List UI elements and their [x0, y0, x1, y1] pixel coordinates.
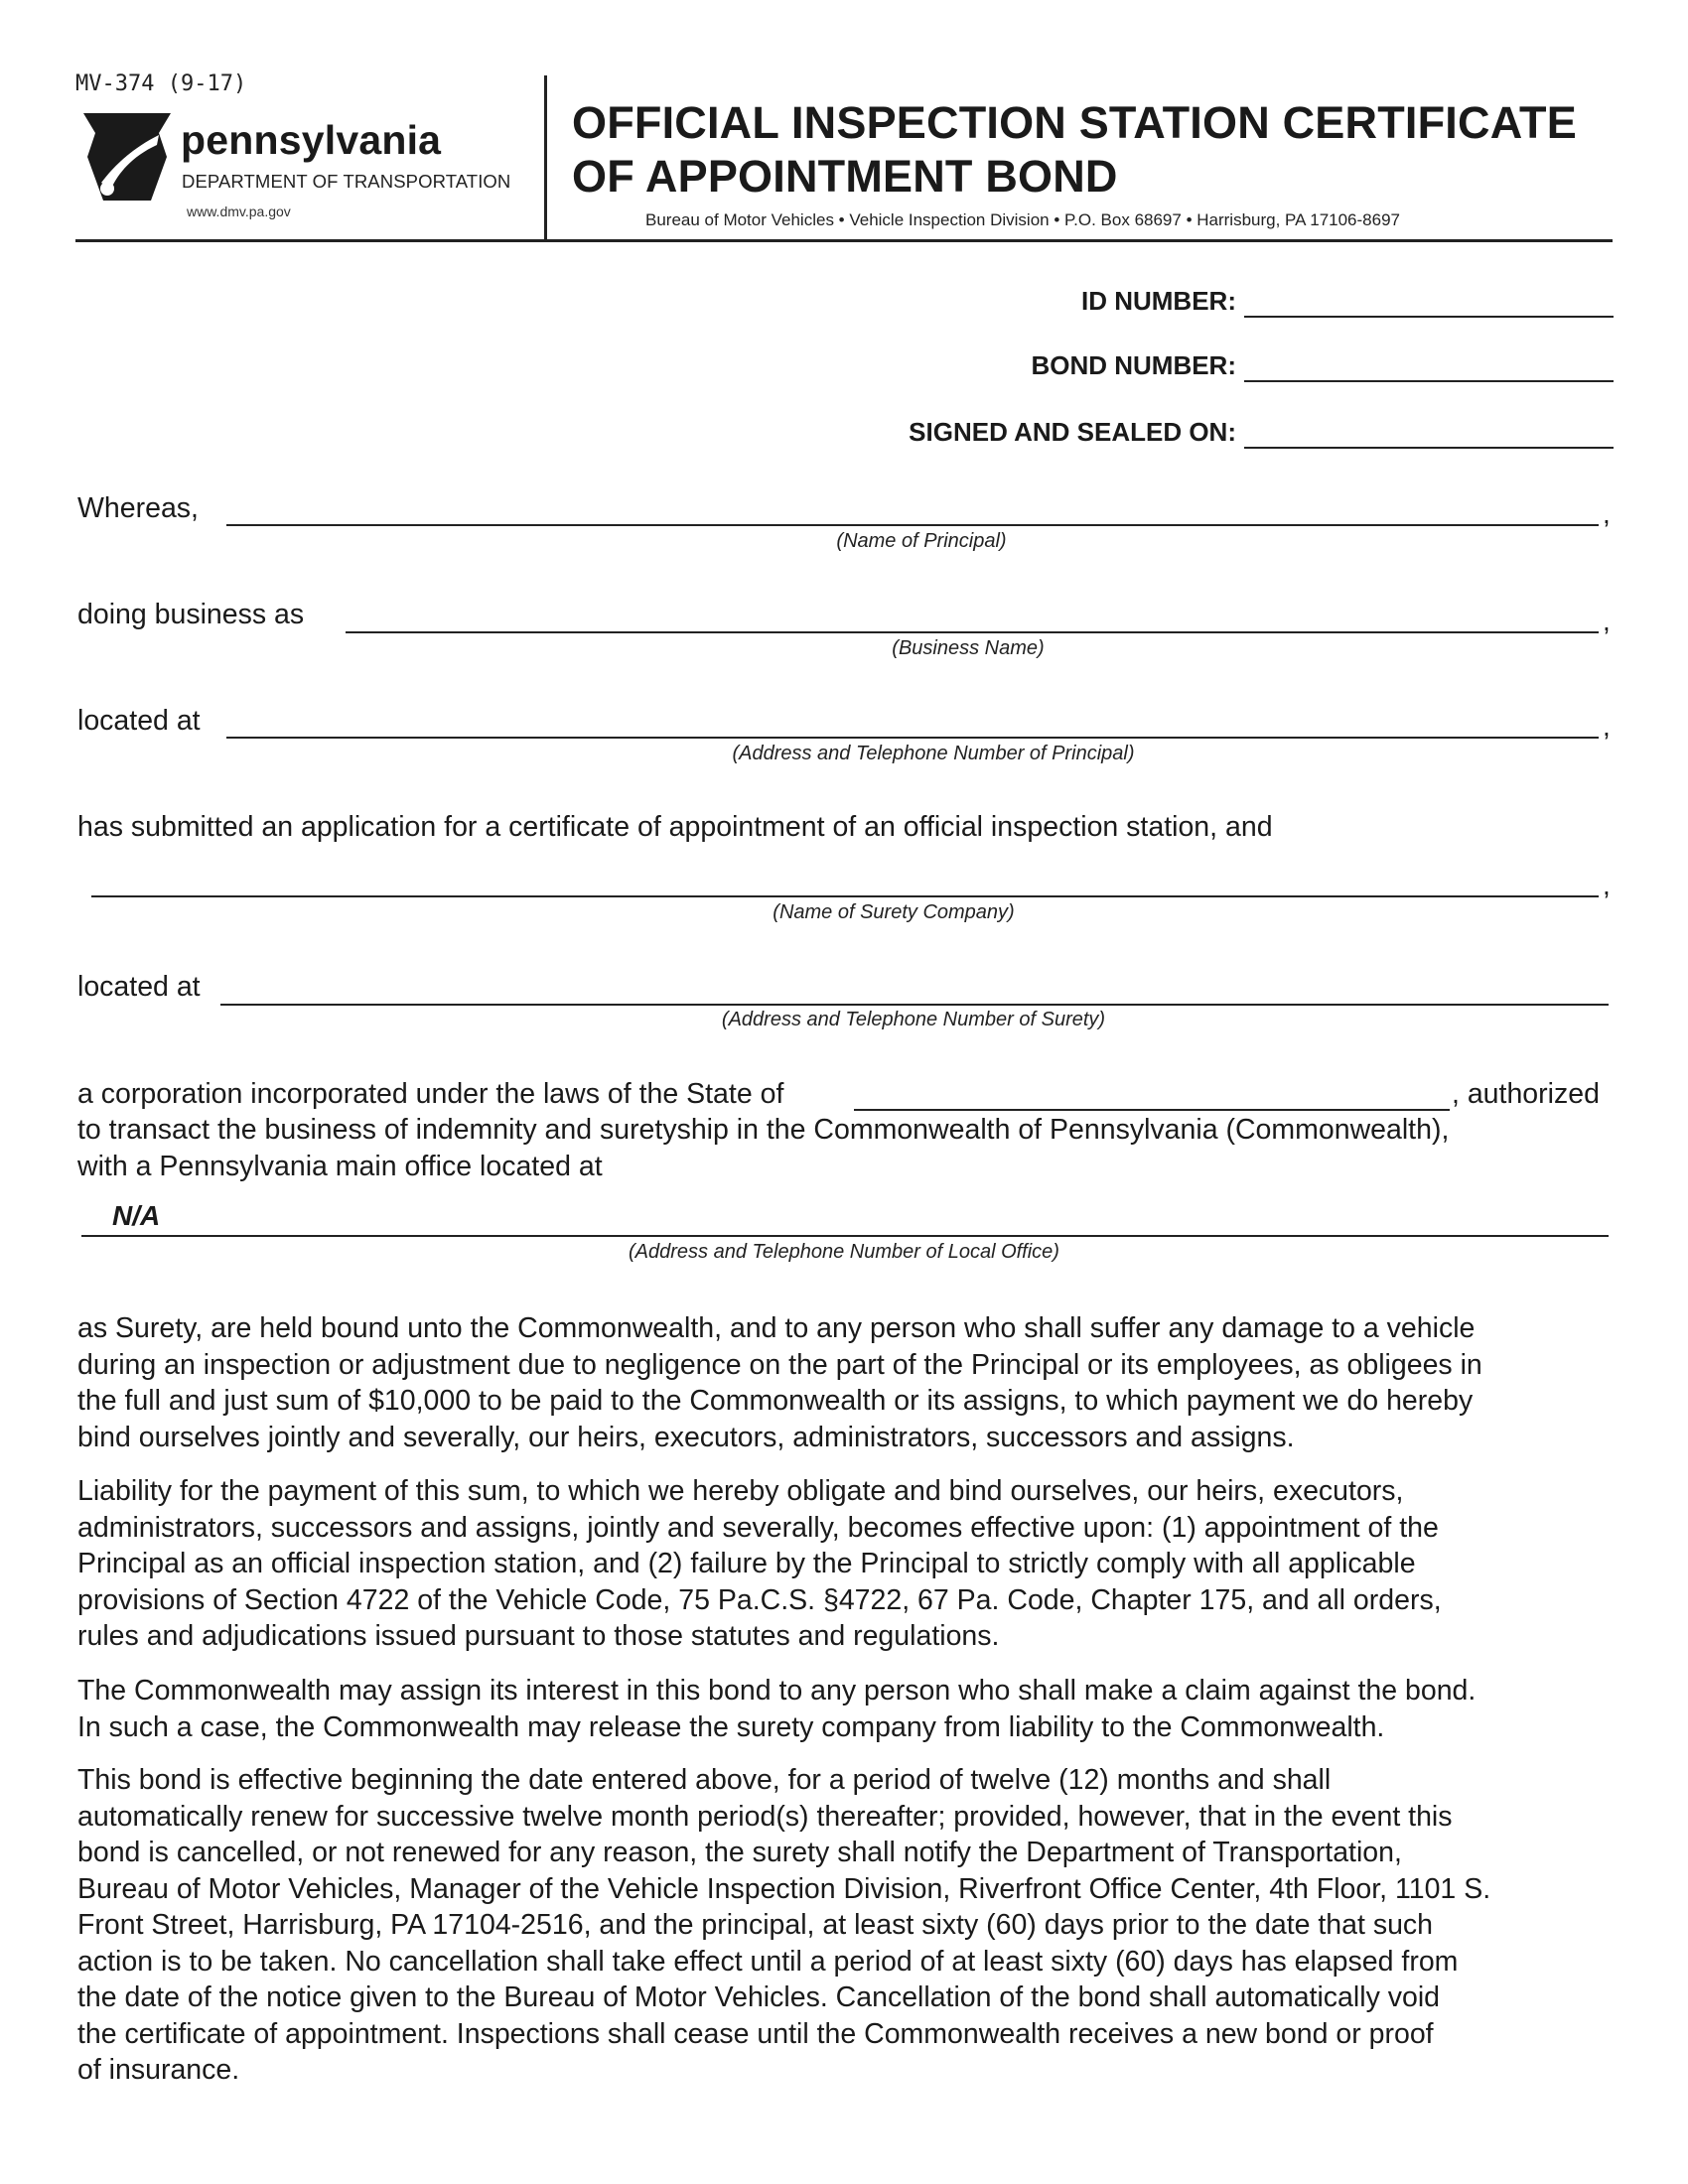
signed-sealed-field[interactable]: [1244, 447, 1614, 449]
id-number-label: ID NUMBER:: [1081, 286, 1236, 316]
text-line: rules and adjudications issued pursuant to those statutes and regulations.: [77, 1620, 1000, 1652]
id-number-field[interactable]: [1244, 316, 1614, 318]
keystone-logo-icon: [79, 109, 175, 205]
text-line: as Surety, are held bound unto the Commonwealth, and to any person who shall suffer any damage to a vehicle: [77, 1312, 1476, 1344]
corporation-text: a corporation incorporated under the laws of the State of: [77, 1078, 784, 1110]
comma: ,: [1603, 711, 1611, 742]
text-line: automatically renew for successive twelve month period(s) thereafter; provided, however, that in the event this: [77, 1800, 1453, 1833]
whereas-label: Whereas,: [77, 492, 199, 524]
business-name-caption: (Business Name): [892, 637, 1045, 659]
header-divider-horizontal: [75, 239, 1613, 242]
text-line: during an inspection or adjustment due to negligence on the part of the Principal or its employees, as obligees in: [77, 1348, 1482, 1381]
text-line: Bureau of Motor Vehicles, Manager of the Vehicle Inspection Division, Riverfront Office Center, 4th Floor, 1101 S.: [77, 1872, 1491, 1905]
text-line: administrators, successors and assigns, jointly and severally, becomes effective upon: (1) appointment of the: [77, 1511, 1439, 1544]
text-line: This bond is effective beginning the date entered above, for a period of twelve (12) months and shall: [77, 1764, 1332, 1796]
principal-name-field[interactable]: [226, 524, 1599, 526]
local-office-caption: (Address and Telephone Number of Local Office): [629, 1241, 1059, 1263]
text-line: the full and just sum of $10,000 to be paid to the Commonwealth or its assigns, to which payment we do hereby: [77, 1385, 1474, 1417]
surety-address-caption: (Address and Telephone Number of Surety): [721, 1009, 1106, 1030]
text-line: Front Street, Harrisburg, PA 17104-2516, and the principal, at least sixty (60) days prior to the date that such: [77, 1909, 1434, 1941]
text-line: In such a case, the Commonwealth may release the surety company from liability to the Commonwealth.: [77, 1710, 1385, 1743]
text-line: The Commonwealth may assign its interest in this bond to any person who shall make a claim against the bond.: [77, 1675, 1477, 1706]
corporation-text: with a Pennsylvania main office located at: [77, 1151, 603, 1182]
application-text: has submitted an application for a certificate of appointment of an official inspection station, and: [77, 811, 1273, 843]
logo-url: www.dmv.pa.gov: [187, 204, 291, 219]
surety-address-field[interactable]: [220, 1004, 1609, 1006]
text-line: the certificate of appointment. Inspections shall cease until the Commonwealth receives a new bond or proof: [77, 2017, 1434, 2050]
logo-department: DEPARTMENT OF TRANSPORTATION: [182, 171, 511, 192]
bond-number-field[interactable]: [1244, 380, 1614, 382]
principal-name-caption: (Name of Principal): [836, 530, 1007, 552]
located-at-label: located at: [77, 971, 201, 1003]
comma: ,: [1603, 498, 1611, 529]
text-line: action is to be taken. No cancellation shall take effect until a period of at least sixty (60) days has elapsed from: [77, 1945, 1459, 1978]
text-line: the date of the notice given to the Bureau of Motor Vehicles. Cancellation of the bond shall automatically void: [77, 1981, 1441, 2013]
local-office-value: N/A: [112, 1200, 161, 1231]
paragraph-assignment: [77, 1673, 1617, 1745]
form-code: MV-374 (9-17): [75, 71, 247, 96]
form-title-line1: OFFICIAL INSPECTION STATION CERTIFICATE: [572, 97, 1577, 148]
text-line: Liability for the payment of this sum, to which we hereby obligate and bind ourselves, our heirs, executors,: [77, 1475, 1404, 1507]
text-line: Principal as an official inspection station, and (2) failure by the Principal to strictly comply with all applicable: [77, 1548, 1416, 1579]
bureau-address: Bureau of Motor Vehicles • Vehicle Inspection Division • P.O. Box 68697 • Harrisburg, PA 17106-8697: [645, 210, 1400, 229]
business-name-field[interactable]: [346, 631, 1599, 633]
text-line: of insurance.: [77, 2054, 240, 2086]
authorized-text: , authorized: [1452, 1078, 1600, 1110]
header-divider-vertical: [544, 75, 547, 240]
paragraph-liability: [77, 1473, 1617, 1655]
logo-name: pennsylvania: [181, 117, 442, 163]
paragraph-effective-period: [77, 1762, 1617, 2089]
principal-address-field[interactable]: [226, 737, 1599, 739]
dba-label: doing business as: [77, 599, 305, 630]
signed-sealed-label: SIGNED AND SEALED ON:: [909, 417, 1236, 447]
surety-company-field[interactable]: [91, 895, 1599, 897]
paragraph-surety-bound: [77, 1310, 1617, 1455]
form-title-line2: OF APPOINTMENT BOND: [572, 151, 1118, 202]
surety-company-caption: (Name of Surety Company): [773, 901, 1015, 923]
state-of-incorporation-field[interactable]: [854, 1109, 1450, 1111]
located-at-label: located at: [77, 705, 201, 737]
text-line: provisions of Section 4722 of the Vehicle Code, 75 Pa.C.S. §4722, 67 Pa. Code, Chapter 175, and all orders,: [77, 1583, 1442, 1616]
corporation-text: to transact the business of indemnity and suretyship in the Commonwealth of Pennsylvania (Commonwealth),: [77, 1114, 1450, 1146]
local-office-field[interactable]: [81, 1235, 1609, 1237]
comma: ,: [1603, 606, 1611, 636]
text-line: bind ourselves jointly and severally, our heirs, executors, administrators, successors and assigns.: [77, 1421, 1295, 1453]
principal-address-caption: (Address and Telephone Number of Principal): [732, 743, 1135, 764]
comma: ,: [1603, 870, 1611, 900]
bond-number-label: BOND NUMBER:: [1031, 350, 1236, 380]
text-line: bond is cancelled, or not renewed for any reason, the surety shall notify the Department of Transportation,: [77, 1837, 1402, 1868]
